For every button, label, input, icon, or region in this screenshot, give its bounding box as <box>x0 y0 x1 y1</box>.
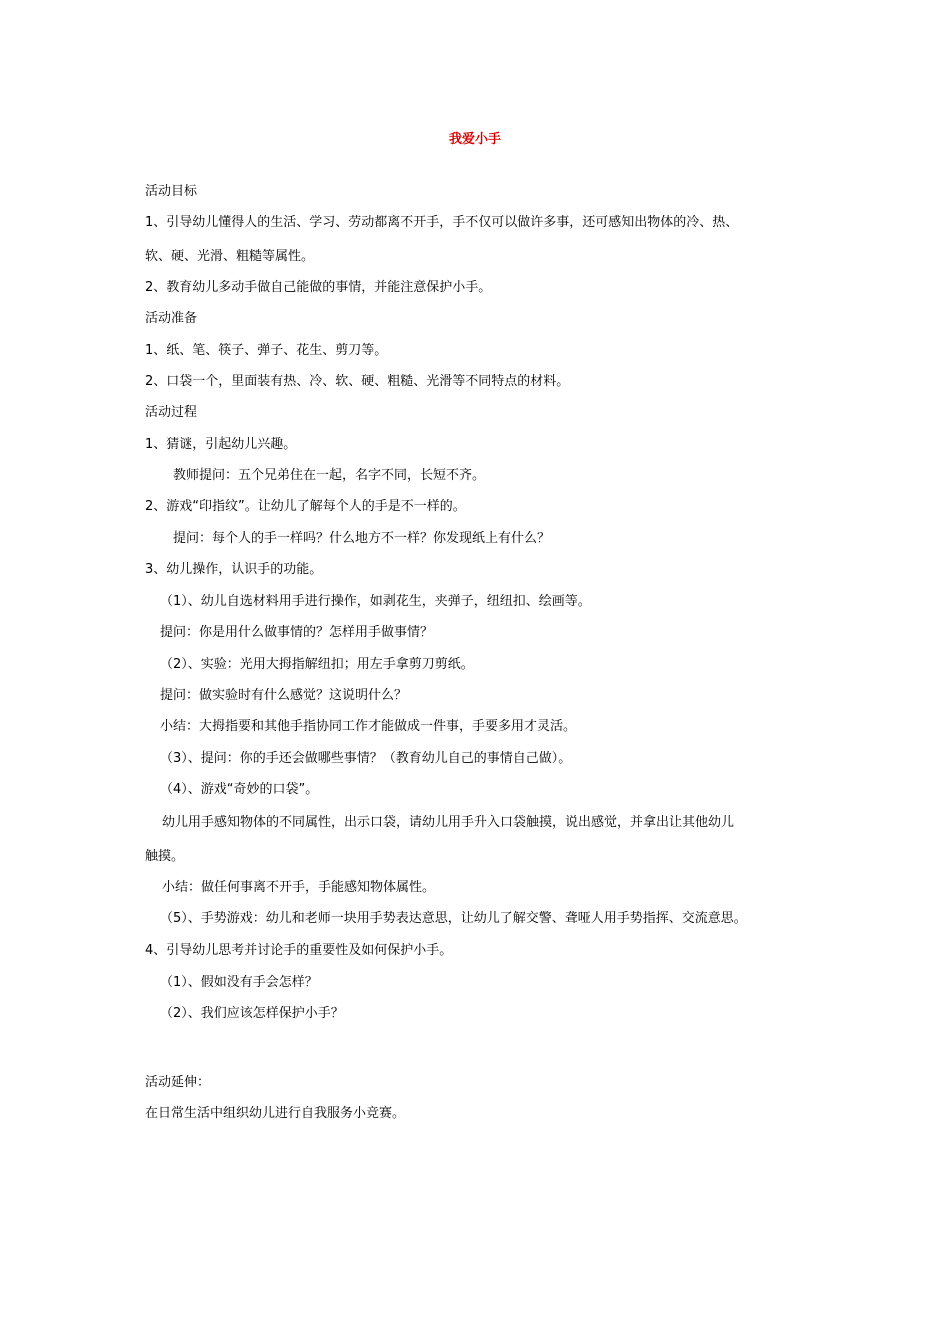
paragraph-line: 触摸。 <box>145 849 185 864</box>
paragraph-line: 小结：做任何事离不开手，手能感知物体属性。 <box>162 880 436 895</box>
paragraph-line: （4）、游戏“奇妙的口袋”。 <box>160 782 319 797</box>
paragraph-line: （3）、提问：你的手还会做哪些事情？（教育幼儿自己的事情自己做）。 <box>160 751 572 766</box>
paragraph-line: （5）、手势游戏：幼儿和老师一块用手势表达意思，让幼儿了解交警、聋哑人用手势指挥、交流意思。 <box>160 911 747 926</box>
section-heading-extension: 活动延伸： <box>145 1075 211 1090</box>
section-heading-goals: 活动目标 <box>145 184 198 199</box>
paragraph-line: 1、纸、笔、筷子、弹子、花生、剪刀等。 <box>145 343 388 358</box>
document-title: 我爱小手 <box>448 132 501 147</box>
paragraph-line: 提问：每个人的手一样吗？什么地方不一样？你发现纸上有什么？ <box>173 531 551 546</box>
paragraph-line: 幼儿用手感知物体的不同属性，出示口袋，请幼儿用手升入口袋触摸，说出感觉，并拿出让其他幼儿 <box>162 815 735 830</box>
paragraph-line: 小结：大拇指要和其他手指协同工作才能做成一件事，手要多用才灵活。 <box>160 719 577 734</box>
paragraph-line: 2、游戏“印指纹”。让幼儿了解每个人的手是不一样的。 <box>145 499 466 514</box>
paragraph-line: 3、幼儿操作，认识手的功能。 <box>145 562 323 577</box>
paragraph-line: 4、引导幼儿思考并讨论手的重要性及如何保护小手。 <box>145 943 453 958</box>
paragraph-line: 2、口袋一个，里面装有热、冷、软、硬、粗糙、光滑等不同特点的材料。 <box>145 374 570 389</box>
paragraph-line: 提问：做实验时有什么感觉？这说明什么？ <box>160 688 408 703</box>
paragraph-line: （2）、我们应该怎样保护小手？ <box>160 1006 344 1021</box>
section-heading-preparation: 活动准备 <box>145 311 198 326</box>
section-heading-process: 活动过程 <box>145 405 198 420</box>
paragraph-line: 提问：你是用什么做事情的？怎样用手做事情？ <box>160 625 434 640</box>
paragraph-line: 1、猜谜，引起幼儿兴趣。 <box>145 437 297 452</box>
paragraph-line: 2、教育幼儿多动手做自己能做的事情，并能注意保护小手。 <box>145 280 492 295</box>
paragraph-line: 1、引导幼儿懂得人的生活、学习、劳动都离不开手，手不仅可以做许多事，还可感知出物体的冷、热、 <box>145 215 739 230</box>
paragraph-line: （1）、幼儿自选材料用手进行操作，如剥花生，夹弹子，纽纽扣、绘画等。 <box>160 594 591 609</box>
paragraph-line: （1）、假如没有手会怎样？ <box>160 975 318 990</box>
paragraph-line: 教师提问：五个兄弟住在一起，名字不同，长短不齐。 <box>173 468 486 483</box>
paragraph-line: 在日常生活中组织幼儿进行自我服务小竞赛。 <box>145 1106 406 1121</box>
paragraph-line: 软、硬、光滑、粗糙等属性。 <box>145 249 315 264</box>
paragraph-line: （2）、实验：光用大拇指解纽扣；用左手拿剪刀剪纸。 <box>160 657 474 672</box>
